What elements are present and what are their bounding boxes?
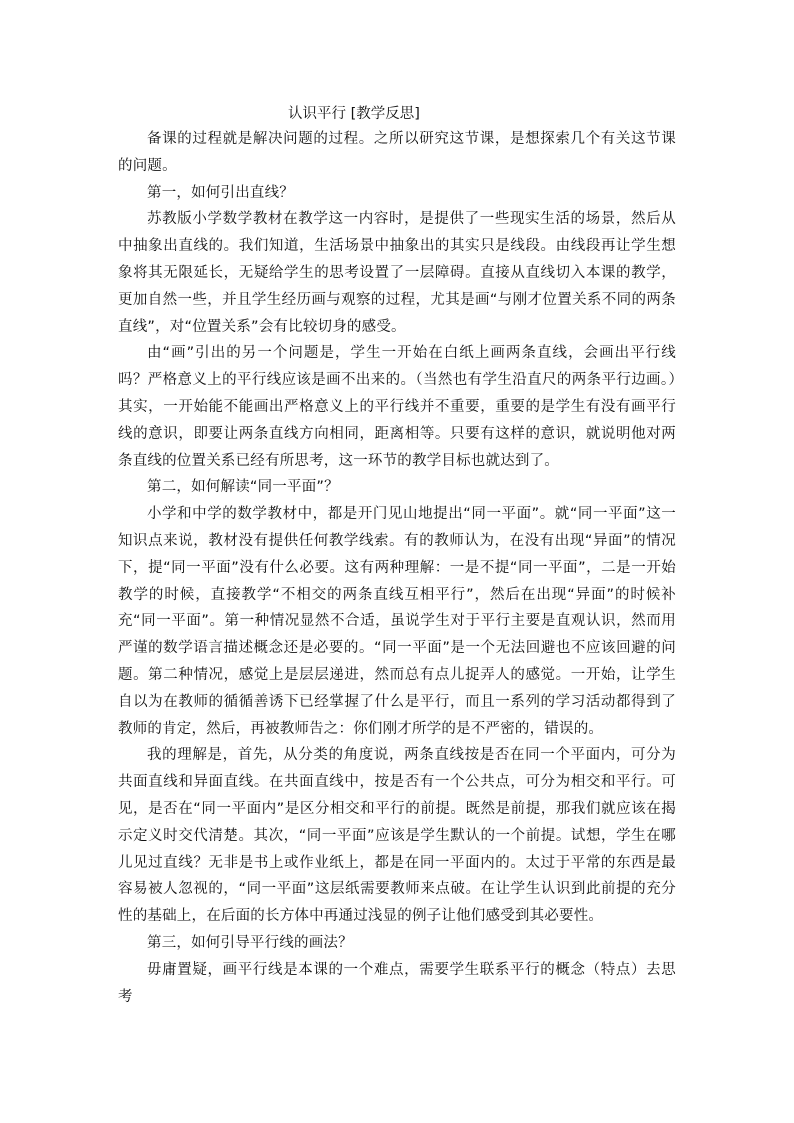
section-heading-2: 第二，如何解读“同一平面”？ [147, 479, 339, 496]
paragraph: 苏教版小学数学教材在教学这一内容时，是提供了一些现实生活的场景，然后从中抽象出直线的。我们知道，生活场景中抽象出的其实只是线段。由线段再让学生想象将其无限延长，无疑给学生的思考设置了一层障碍。直接从直线切入本课的教学，更加自然一些，并且学生经历画与观察的过程，尤其是画“与刚才位置关系不同的两条直线”，对“位置关系”会有比较切身的感受。 [118, 211, 676, 335]
paragraph: 由“画”引出的另一个问题是，学生一开始在白纸上画两条直线，会画出平行线吗？严格意义上的平行线应该是画不出来的。（当然也有学生沿直尺的两条平行边画。）其实，一开始能不能画出严格意义上的平行线并不重要，重要的是学生有没有画平行线的意识，即要让两条直线方向相同，距离相等。只要有这样的意识，就说明他对两条直线的位置关系已经有所思考，这一环节的教学目标也就达到了。 [118, 345, 676, 469]
document-body [118, 102, 676, 1010]
paragraph-intro: 备课的过程就是解决问题的过程。之所以研究这节课，是想探索几个有关这节课的问题。 [118, 131, 676, 174]
section-heading-3: 第三，如何引导平行线的画法？ [147, 934, 353, 951]
section-heading-1: 第一，如何引出直线？ [147, 184, 294, 201]
paragraph: 我的理解是，首先，从分类的角度说，两条直线按是否在同一个平面内，可分为共面直线和异面直线。在共面直线中，按是否有一个公共点，可分为相交和平行。可见，是否在“同一平面内”是区分相交和平行的前提。既然是前提，那我们就应该在揭示定义时交代清楚。其次，“同一平面”应该是学生默认的一个前提。试想，学生在哪儿见过直线？无非是书上或作业纸上，都是在同一平面内的。太过于平常的东西是最容易被人忽视的，“同一平面”这层纸需要教师来点破。在让学生认识到此前提的充分性的基础上，在后面的长方体中再通过浅显的例子让他们感受到其必要性。 [118, 747, 676, 925]
paragraph: 毋庸置疑，画平行线是本课的一个难点，需要学生联系平行的概念（特点）去思考 [118, 961, 676, 1005]
document-title: 认识平行 [教学反思] [288, 106, 420, 122]
paragraph: 小学和中学的数学教材中，都是开门见山地提出“同一平面”。就“同一平面”这一知识点来说，教材没有提供任何教学线索。有的教师认为，在没有出现“异面”的情况下，提“同一平面”没有什么必要。这有两种理解：一是不提“同一平面”，二是一开始教学的时候，直接教学“不相交的两条直线互相平行”，然后在出现“异面”的时候补充“同一平面”。第一种情况显然不合适，虽说学生对于平行主要是直观认识，然而用严谨的数学语言描述概念还是必要的。“同一平面”是一个无法回避也不应该回避的问题。第二种情况，感觉上是层层递进，然而总有点儿捉弄人的感觉。一开始，让学生自以为在教师的循循善诱下已经掌握了什么是平行，而且一系列的学习活动都得到了教师的肯定，然后，再被教师告之：你们刚才所学的是不严密的，错误的。 [118, 506, 676, 737]
